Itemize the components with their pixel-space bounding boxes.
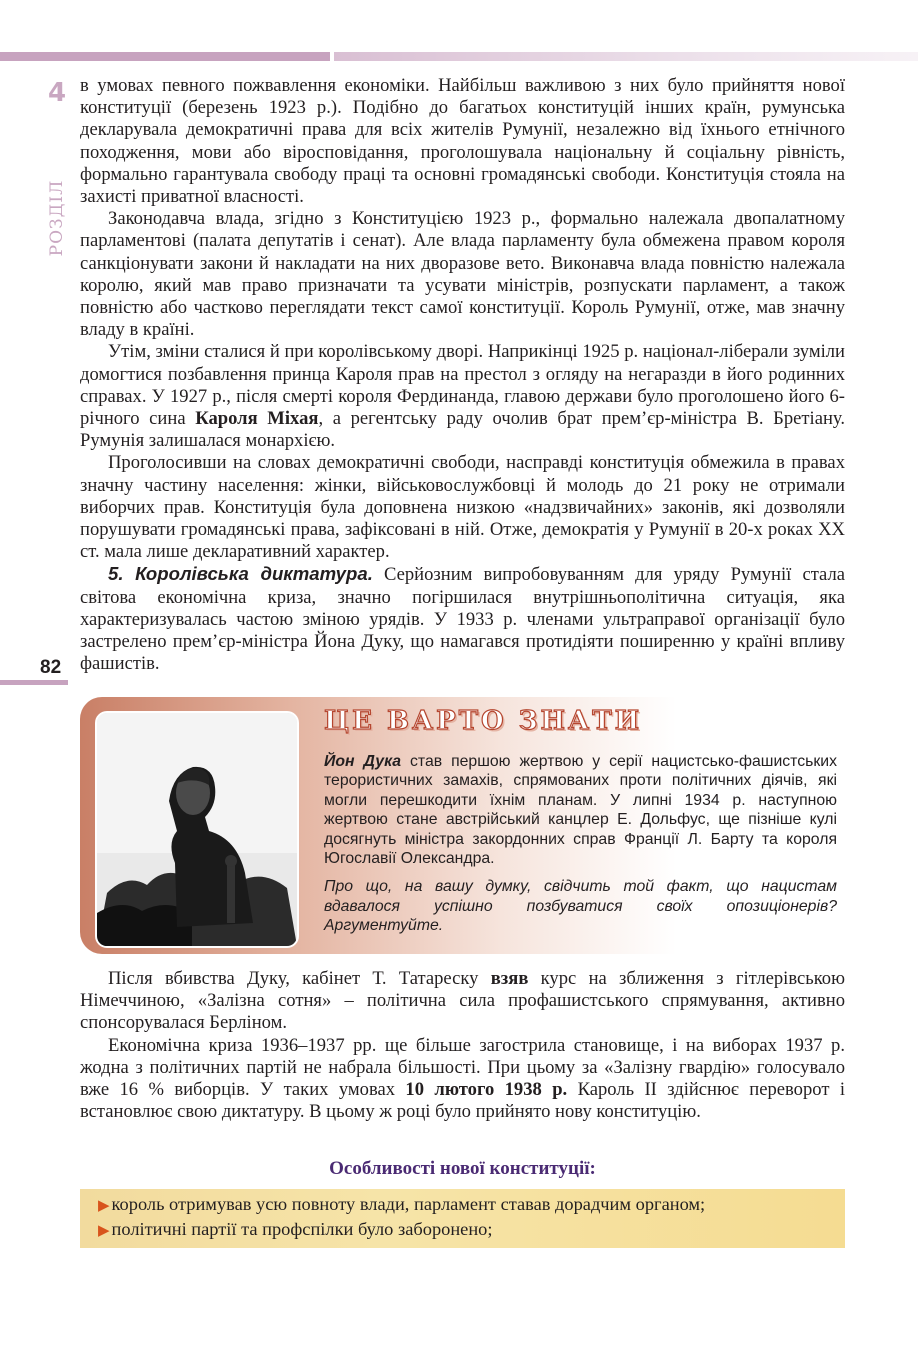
list-item bbox=[98, 1218, 845, 1243]
paragraph-legislative: Законодавча влада, згідно з Конституцією 1923 р., формально належала двопалатному парламентові (палата депутатів і сенат). Але влада парламенту була обмежена правом короля санкціонувати закони й накладати на них дворазове вето. Виконавча влада повністю належала королю, який мав право призначати та усувати міністрів, розпускати парламент, а також повністю або частково переглядати текст самої конституції. Король Румунії, отже, мав значну владу в країні. bbox=[80, 208, 845, 341]
page-number: 82 bbox=[40, 657, 62, 678]
section-label bbox=[40, 78, 74, 257]
header-bar-right bbox=[334, 52, 918, 61]
page-number-bar bbox=[0, 680, 68, 685]
paragraph-democracy: Проголосивши на словах демократичні свободи, насправді конституція обмежила в правах значну частину населення: жінки, військовослужбовці й молодь до 21 року не отримали виборчих прав. Конституція була доповнена низкою «надзвичайних» законів, які дозволяли порушувати громадянські права, зафіксовані в ній. Отже, демократія у Румунії в 20-х роках XX ст. мала лише декларативний характер. bbox=[80, 452, 845, 563]
list-item-text: політичні партії та профспілки було заборонено; bbox=[111, 1218, 493, 1239]
paragraph-michael bbox=[80, 341, 845, 452]
features-list bbox=[80, 1189, 845, 1242]
main-text-top bbox=[80, 75, 845, 675]
text-span: Після вбивства Дуку, кабінет Т. Татареску bbox=[108, 968, 491, 989]
paragraph-section5 bbox=[80, 563, 845, 675]
info-box-title: ЦЕ ВАРТО ЗНАТИ bbox=[324, 706, 643, 736]
paragraph-crisis bbox=[80, 1035, 845, 1124]
features-box bbox=[80, 1189, 845, 1248]
info-box-question: Про що, на вашу думку, свідчить той факт, що нацистам вдавалося успішно позбуватися своїх опозиціонерів? Аргументуйте. bbox=[324, 878, 837, 935]
header-bar-left bbox=[0, 52, 330, 61]
info-box-text bbox=[324, 752, 837, 936]
triangle-right-icon: ▶ bbox=[98, 1198, 110, 1214]
list-item bbox=[98, 1193, 845, 1218]
text-span: , а регентську раду очолив брат прем’єр-міністра В. Бретіану. Румунія залишалася монархією. bbox=[80, 408, 845, 452]
bold-name: Кароля Міхая bbox=[195, 408, 319, 430]
section-heading: 5. Королівська диктатура. bbox=[108, 563, 373, 585]
info-box-paragraph bbox=[324, 752, 837, 868]
bold-date: 10 лютого 1938 р. bbox=[405, 1079, 568, 1101]
info-box-lead-name: Йон Дука bbox=[324, 753, 402, 770]
triangle-right-icon: ▶ bbox=[98, 1222, 110, 1239]
main-text-bottom bbox=[80, 968, 845, 1123]
section-word: РОЗДІЛ bbox=[47, 179, 67, 257]
portrait-photo bbox=[95, 711, 299, 948]
portrait-image bbox=[97, 713, 297, 946]
text-span: Економічна криза 1936–1937 рр. ще більше загострила становище, і на виборах 1937 р. жодна з політичних партій не набрала більшості. При цьому за «Залізну гвардію» голосувало вже 16 % виборців. У таких умовах bbox=[80, 1034, 845, 1101]
text-span: курс на зближення з гітлерівською Німеччиною, «Залізна сотня» – політична сила профашистського спрямування, активно спонсорувалася Берліном. bbox=[80, 968, 845, 1034]
paragraph-constitution: в умовах певного пожвавлення економіки. Найбільш важливою з них було прийняття нової конституції (березень 1923 р.). Подібно до багатьох конституцій інших країн, румунська декларувала демократичні права для всіх жителів Румунії, незалежно від їхнього етнічного походження, мови або віросповідання, проголошувала національну й соціальну рівність, формально гарантувала свободу праці та основні громадянські свободи. Конституція стояла на захисті приватної власності. bbox=[80, 75, 845, 208]
info-box-body: став першою жертвою у серії нацистсько-фашистських терористичних замахів, спрямованих проти політичних діячів, які могли перешкодити їхнім планам. У липні 1934 р. наступною жертвою стане австрійський канцлер Е. Дольфус, ще пізніше кулі досягнуть міністра закордонних справ Франції Л. Барту та короля Югославії Олександра. bbox=[324, 753, 837, 868]
section-text: Серйозним випробовуванням для уряду Румунії стала світова економічна криза, значно погіршилася внутрішньополітична ситуація, яка характеризувалась частою зміною урядів. У 1933 р. членами ультраправої організації було застрелено прем’єр-міністра Йона Дуку, що намагався протидіяти поширенню у країні впливу фашистів. bbox=[80, 564, 845, 675]
features-title: Особливості нової конституції: bbox=[329, 1158, 596, 1179]
bold-word: взяв bbox=[490, 968, 529, 989]
text-span: Кароль II здійснює переворот і встановлює свою диктатуру. В цьому ж році було прийнято нову конституцію. bbox=[80, 1079, 845, 1123]
text-span: Утім, зміни сталися й при королівському дворі. Наприкінці 1925 р. націонал-ліберали зуміли домогтися позбавлення принца Кароля прав на престол з огляду на негаразди в його родинних справах. У 1927 р., після смерті короля Фердинанда, главою держави було проголошено його 6-річного сина bbox=[80, 341, 845, 430]
list-item-text: король отримував усю повноту влади, парламент ставав дорадчим органом; bbox=[111, 1194, 706, 1214]
paragraph-tatarescu bbox=[80, 968, 845, 1035]
section-number: 4 bbox=[47, 78, 67, 108]
